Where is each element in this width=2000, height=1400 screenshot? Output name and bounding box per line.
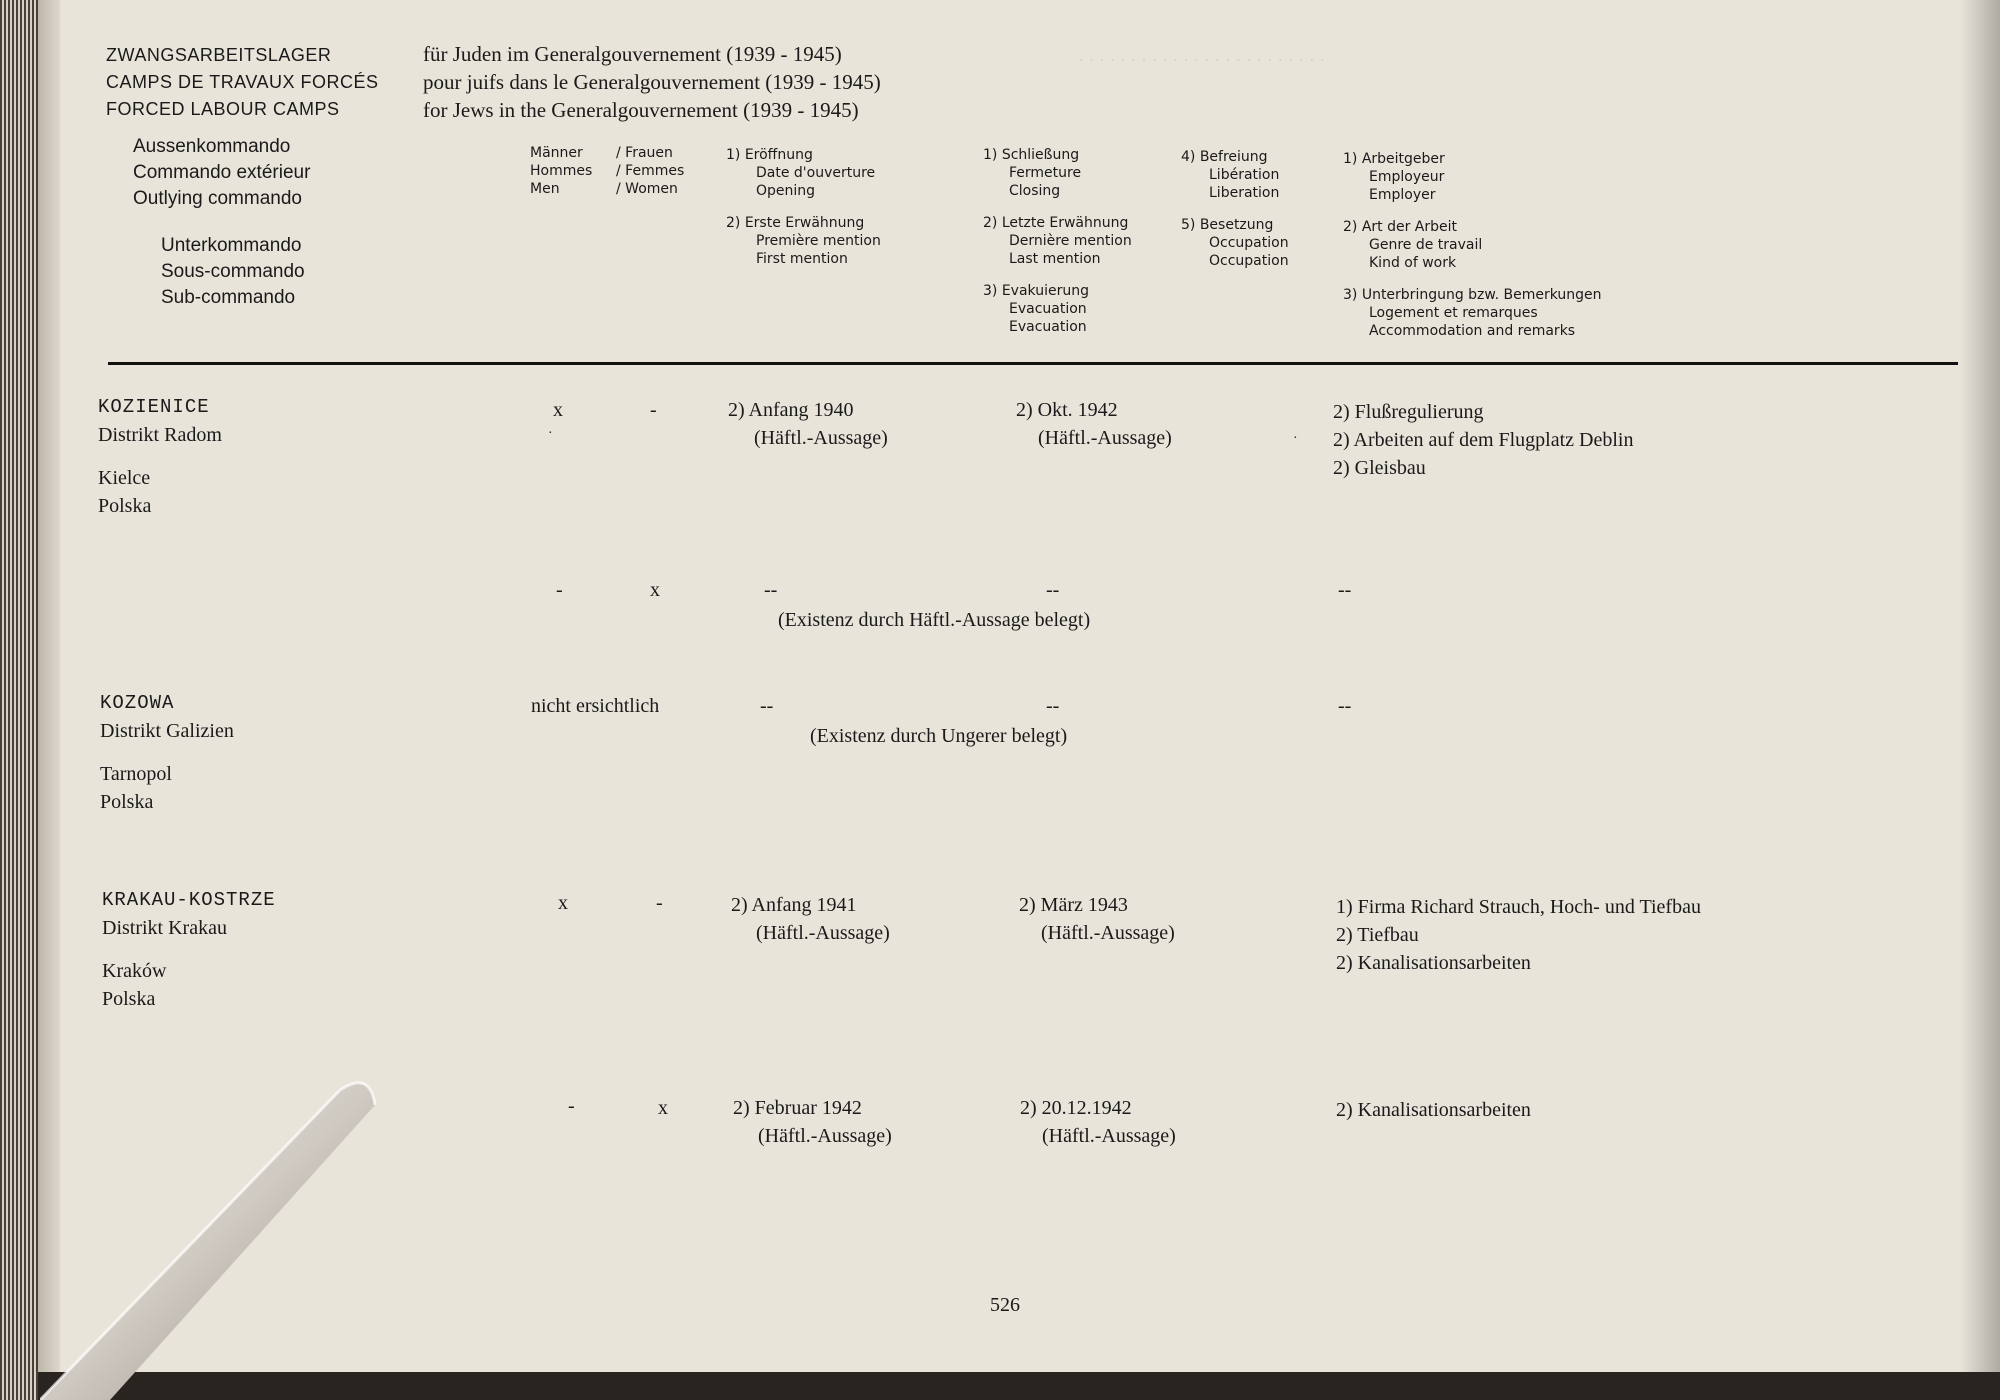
outlying-en: Outlying commando xyxy=(133,188,302,209)
men-en: Men xyxy=(530,181,560,197)
subtitle-fr: pour juifs dans le Generalgouvernement (1939 - 1945) xyxy=(423,70,881,94)
sub-fr: Sous-commando xyxy=(161,261,305,282)
closing-source: (Häftl.-Aussage) xyxy=(1042,1125,1176,1147)
camp-title-de: ZWANGSARBEITSLAGER xyxy=(106,45,332,65)
opening-header xyxy=(726,146,881,268)
closing-date: -- xyxy=(1046,579,1060,601)
region: Kielce xyxy=(98,467,151,489)
kind-of-work-fr: Genre de travail xyxy=(1369,237,1483,253)
subtitle-block xyxy=(423,40,881,124)
work-item: 2) Kanalisationsarbeiten xyxy=(1336,952,1531,974)
last-mention-de: 2) Letzte Erwähnung xyxy=(983,215,1129,231)
region: Kraków xyxy=(102,960,167,982)
opening-source: (Häftl.-Aussage) xyxy=(754,427,888,449)
women-mark: x xyxy=(650,579,660,601)
men-mark: x xyxy=(553,399,563,421)
closing-date: 2) Okt. 1942 xyxy=(1016,399,1118,421)
opening-date: 2) Anfang 1941 xyxy=(731,894,857,916)
occupation-fr: Occupation xyxy=(1209,235,1289,251)
district: Distrikt Radom xyxy=(98,424,222,446)
sub-en: Sub-commando xyxy=(161,287,296,308)
work-item: 2) Arbeiten auf dem Flugplatz Deblin xyxy=(1333,429,1634,451)
work-item: -- xyxy=(1338,579,1352,601)
women-en: / Women xyxy=(616,181,678,197)
outlying-commando-label xyxy=(133,134,310,212)
existence-note: (Existenz durch Häftl.-Aussage belegt) xyxy=(778,609,1091,631)
sex-not-evident: nicht ersichtlich xyxy=(531,695,660,717)
country: Polska xyxy=(102,988,156,1010)
outlying-fr: Commando extérieur xyxy=(133,162,311,183)
last-mention-fr: Dernière mention xyxy=(1009,233,1132,249)
employer-de: 1) Arbeitgeber xyxy=(1343,151,1445,167)
liberation-header xyxy=(1181,148,1289,270)
page-number: 526 xyxy=(990,1294,1020,1316)
closing-de: 1) Schließung xyxy=(983,147,1080,163)
evacuation-fr: Evacuation xyxy=(1009,301,1087,317)
closing-source: (Häftl.-Aussage) xyxy=(1041,922,1175,944)
remarks-de: 3) Unterbringung bzw. Bemerkungen xyxy=(1343,287,1602,303)
women-mark: - xyxy=(650,399,657,421)
first-mention-de: 2) Erste Erwähnung xyxy=(726,215,865,231)
occupation-de: 5) Besetzung xyxy=(1181,217,1274,233)
evacuation-de: 3) Evakuierung xyxy=(983,283,1089,299)
work-item: 1) Firma Richard Strauch, Hoch- und Tiefbau xyxy=(1336,896,1701,918)
camp-name: KOZIENICE xyxy=(98,396,210,418)
work-item: 2) Flußregulierung xyxy=(1333,401,1484,423)
men-mark: - xyxy=(568,1095,575,1117)
subtitle-de: für Juden im Generalgouvernement (1939 - 1945) xyxy=(423,42,842,66)
opening-fr: Date d'ouverture xyxy=(756,165,876,181)
region: Tarnopol xyxy=(100,763,172,785)
work-item: 2) Tiefbau xyxy=(1336,924,1419,946)
sub-commando-label xyxy=(161,233,305,311)
book-page-edges xyxy=(0,0,38,1400)
stray-mark: · xyxy=(548,426,553,441)
liberation-de: 4) Befreiung xyxy=(1181,149,1268,165)
women-de: / Frauen xyxy=(616,145,673,161)
opening-de: 1) Eröffnung xyxy=(726,147,813,163)
last-mention-en: Last mention xyxy=(1009,251,1101,267)
sub-de: Unterkommando xyxy=(161,235,302,256)
work-item: 2) Gleisbau xyxy=(1333,457,1426,479)
employer-en: Employer xyxy=(1369,187,1436,203)
closing-source: (Häftl.-Aussage) xyxy=(1038,427,1172,449)
evacuation-en: Evacuation xyxy=(1009,319,1087,335)
camp-title-block xyxy=(106,42,379,123)
pointer-tool-icon xyxy=(40,1070,460,1400)
camp-name: KRAKAU-KOSTRZE xyxy=(102,889,276,911)
remarks-fr: Logement et remarques xyxy=(1369,305,1538,321)
women-header xyxy=(616,144,684,198)
occupation-en: Occupation xyxy=(1209,253,1289,269)
subtitle-en: for Jews in the Generalgouvernement (1939 - 1945) xyxy=(423,98,859,122)
opening-source: (Häftl.-Aussage) xyxy=(756,922,890,944)
first-mention-en: First mention xyxy=(756,251,848,267)
closing-date: -- xyxy=(1046,695,1060,717)
men-header xyxy=(530,144,592,198)
women-mark: x xyxy=(658,1097,668,1119)
remarks-en: Accommodation and remarks xyxy=(1369,323,1576,339)
stray-mark: · xyxy=(1293,431,1298,446)
employer-header xyxy=(1343,150,1602,340)
page-shadow xyxy=(1960,0,2000,1372)
work-item: 2) Kanalisationsarbeiten xyxy=(1336,1099,1531,1121)
outlying-de: Aussenkommando xyxy=(133,136,291,157)
district: Distrikt Krakau xyxy=(102,917,227,939)
opening-date: 2) Februar 1942 xyxy=(733,1097,862,1119)
first-mention-fr: Première mention xyxy=(756,233,881,249)
country: Polska xyxy=(100,791,154,813)
bleed-through-text: · · · · · · · · · · · · · · · · · · · · · · · · xyxy=(1078,50,1326,70)
opening-en: Opening xyxy=(756,183,816,199)
kind-of-work-de: 2) Art der Arbeit xyxy=(1343,219,1458,235)
opening-date: -- xyxy=(760,695,774,717)
work-item: -- xyxy=(1338,695,1352,717)
country: Polska xyxy=(98,495,152,517)
closing-date: 2) März 1943 xyxy=(1019,894,1128,916)
closing-en: Closing xyxy=(1009,183,1061,199)
district: Distrikt Galizien xyxy=(100,720,234,742)
men-mark: x xyxy=(558,892,568,914)
women-mark: - xyxy=(656,892,663,914)
liberation-en: Liberation xyxy=(1209,185,1280,201)
men-mark: - xyxy=(556,579,563,601)
camp-name: KOZOWA xyxy=(100,692,175,714)
liberation-fr: Libération xyxy=(1209,167,1280,183)
employer-fr: Employeur xyxy=(1369,169,1445,185)
existence-note: (Existenz durch Ungerer belegt) xyxy=(810,725,1068,747)
women-fr: / Femmes xyxy=(616,163,685,179)
closing-fr: Fermeture xyxy=(1009,165,1082,181)
opening-date: -- xyxy=(764,579,778,601)
opening-date: 2) Anfang 1940 xyxy=(728,399,854,421)
closing-header xyxy=(983,146,1132,336)
header-divider xyxy=(108,362,1958,365)
closing-date: 2) 20.12.1942 xyxy=(1020,1097,1132,1119)
men-de: Männer xyxy=(530,145,583,161)
camp-title-en: FORCED LABOUR CAMPS xyxy=(106,99,340,119)
camp-title-fr: CAMPS DE TRAVAUX FORCÉS xyxy=(106,72,379,92)
kind-of-work-en: Kind of work xyxy=(1369,255,1457,271)
opening-source: (Häftl.-Aussage) xyxy=(758,1125,892,1147)
men-fr: Hommes xyxy=(530,163,593,179)
